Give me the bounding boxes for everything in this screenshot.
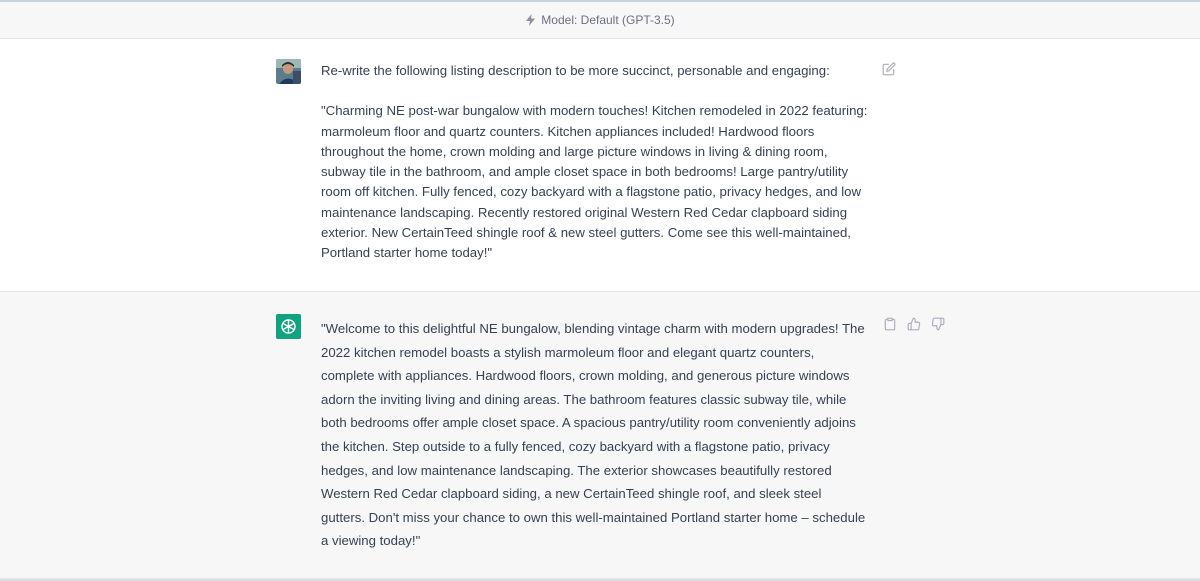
thumbs-down-icon[interactable] — [931, 317, 947, 333]
assistant-message-actions — [883, 317, 947, 333]
assistant-message-text — [321, 317, 869, 553]
user-message-intro: Re-write the following listing description to be more succinct, personable and engaging: — [321, 63, 830, 78]
assistant-message-body: "Welcome to this delightful NE bungalow, blending vintage charm with modern upgrades! The 2022 kitchen remodel boasts a stylish marmoleum floor and elegant quartz counters, complete with appliances. Hardwood floors, crown molding, and generous picture windows adorn the inviting living and dining areas. The bathroom features classic subway tile, while both bedrooms offer ample closet space. A spacious pantry/utility room conveniently adjoins the kitchen. Step outside to a fully fenced, cozy backyard with a flagstone patio, privacy hedges, and low maintenance landscaping. The exterior showcases beautifully restored Western Red Cedar clapboard siding, a new CertainTeed shingle roof, and sleek steel gutters. Don't miss your chance to own this well-maintained Portland starter home – schedule a viewing today!" — [321, 321, 866, 549]
assistant-avatar — [276, 314, 301, 339]
user-message-actions — [882, 62, 898, 78]
user-message — [0, 39, 1200, 292]
model-indicator-bar — [0, 2, 1200, 39]
model-label: Model: Default (GPT-3.5) — [541, 13, 675, 27]
edit-icon[interactable] — [882, 62, 898, 78]
assistant-message — [0, 292, 1200, 579]
user-message-body: "Charming NE post-war bungalow with modern touches! Kitchen remodeled in 2022 featuring: marmoleum floor and quartz counters. Kitchen appliances included! Hardwood floors throughout the home, crown molding and large picture windows in living & dining room, subway tile in the bathroom, and ample closet space in both bedrooms! Large pantry/utility room off kitchen. Fully fenced, cozy backyard with a flagstone patio, privacy hedges, and low maintenance landscaping. Recently restored original Western Red Cedar clapboard siding exterior. New CertainTeed shingle roof & new steel gutters. Come see this well-maintained, Portland starter home today!" — [321, 103, 868, 261]
user-photo-icon — [276, 59, 301, 84]
bolt-icon — [525, 14, 536, 26]
chatgpt-logo-icon — [276, 314, 301, 339]
thumbs-up-icon[interactable] — [907, 317, 923, 333]
clipboard-icon[interactable] — [883, 317, 899, 333]
user-avatar — [276, 59, 301, 84]
user-message-text — [321, 61, 869, 264]
